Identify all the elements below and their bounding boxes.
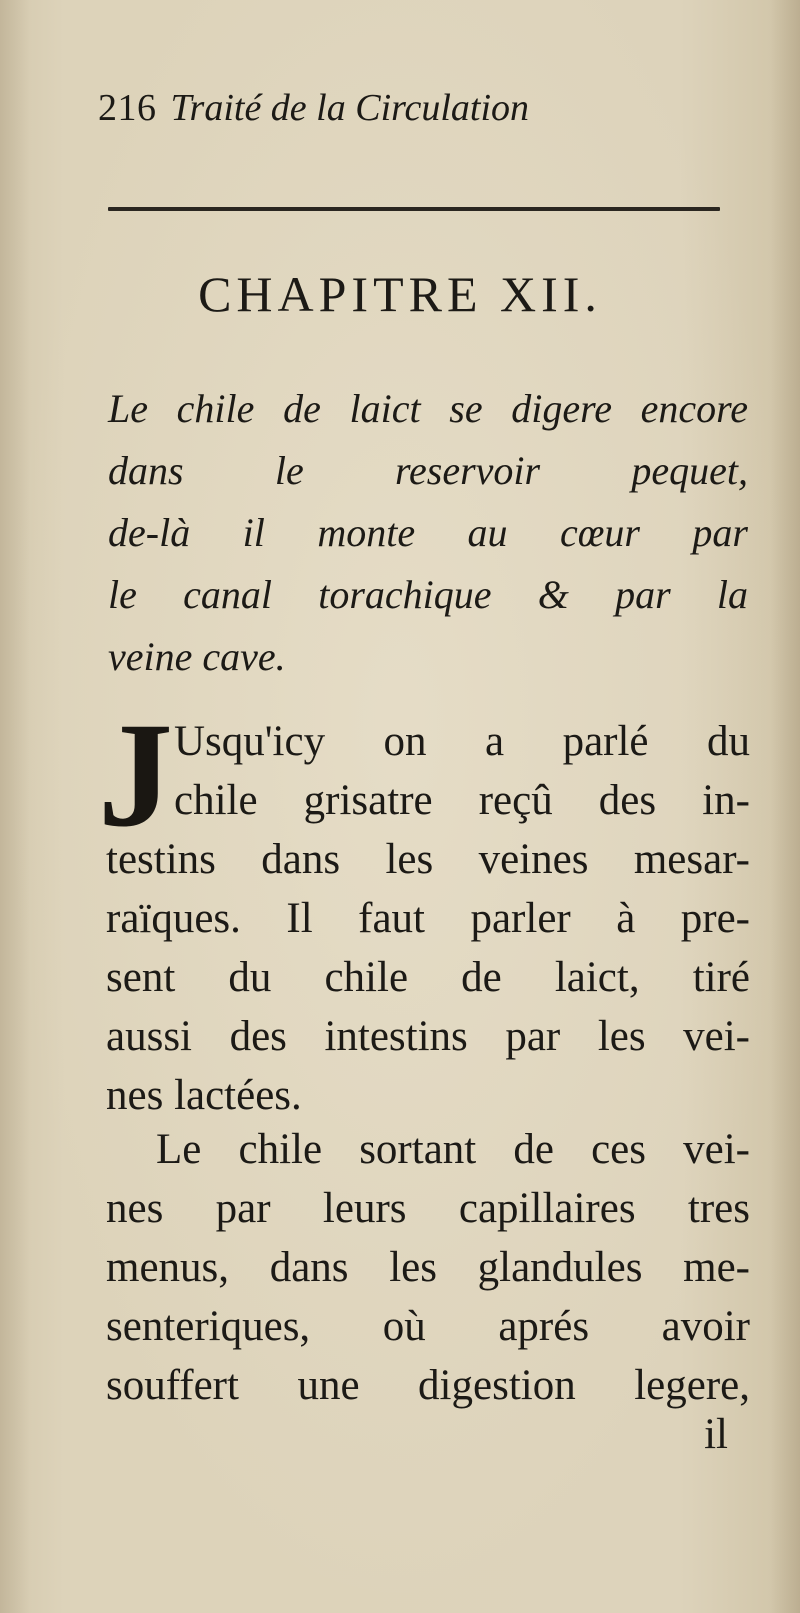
page-left-shading [0, 0, 30, 1613]
text-line: nes par leurs capillaires tres [106, 1185, 750, 1232]
text-line: aussi des intestins par les vei- [106, 1013, 750, 1060]
page-right-shading [770, 0, 800, 1613]
argument-line: Le chile de laict se digere encore [108, 386, 748, 431]
text-line: souffert une digestion legere, [106, 1362, 750, 1409]
text-line: Usqu'icy on a parlé du [174, 718, 750, 765]
paragraph-2 [106, 1120, 750, 1415]
text-line: menus, dans les glandules me- [106, 1244, 750, 1291]
paragraph-1 [106, 712, 750, 1125]
argument-line: veine cave. [108, 634, 286, 679]
catchword: il [704, 1411, 728, 1458]
argument-line: dans le reservoir pequet, [108, 448, 748, 493]
argument-line: de-là il monte au cœur par [108, 510, 748, 555]
text-line: testins dans les veines mesar- [106, 836, 750, 883]
text-line: raïques. Il faut parler à pre- [106, 895, 750, 942]
text-line: Le chile sortant de ces vei- [156, 1126, 750, 1173]
running-head [98, 86, 718, 146]
running-title: Traité de la Circulation [170, 87, 530, 129]
chapter-argument [108, 378, 748, 688]
text-line: sent du chile de laict, tiré [106, 954, 750, 1001]
text-line: senteriques, où aprés avoir [106, 1303, 750, 1350]
drop-cap: J [98, 692, 173, 858]
page-number: 216 [98, 87, 157, 129]
argument-line: le canal torachique & par la [108, 572, 748, 617]
text-line: nes lactées. [106, 1072, 302, 1119]
header-rule [108, 207, 720, 211]
text-line: chile grisatre reçû des in- [174, 777, 750, 824]
chapter-heading: CHAPITRE XII. [198, 266, 602, 322]
